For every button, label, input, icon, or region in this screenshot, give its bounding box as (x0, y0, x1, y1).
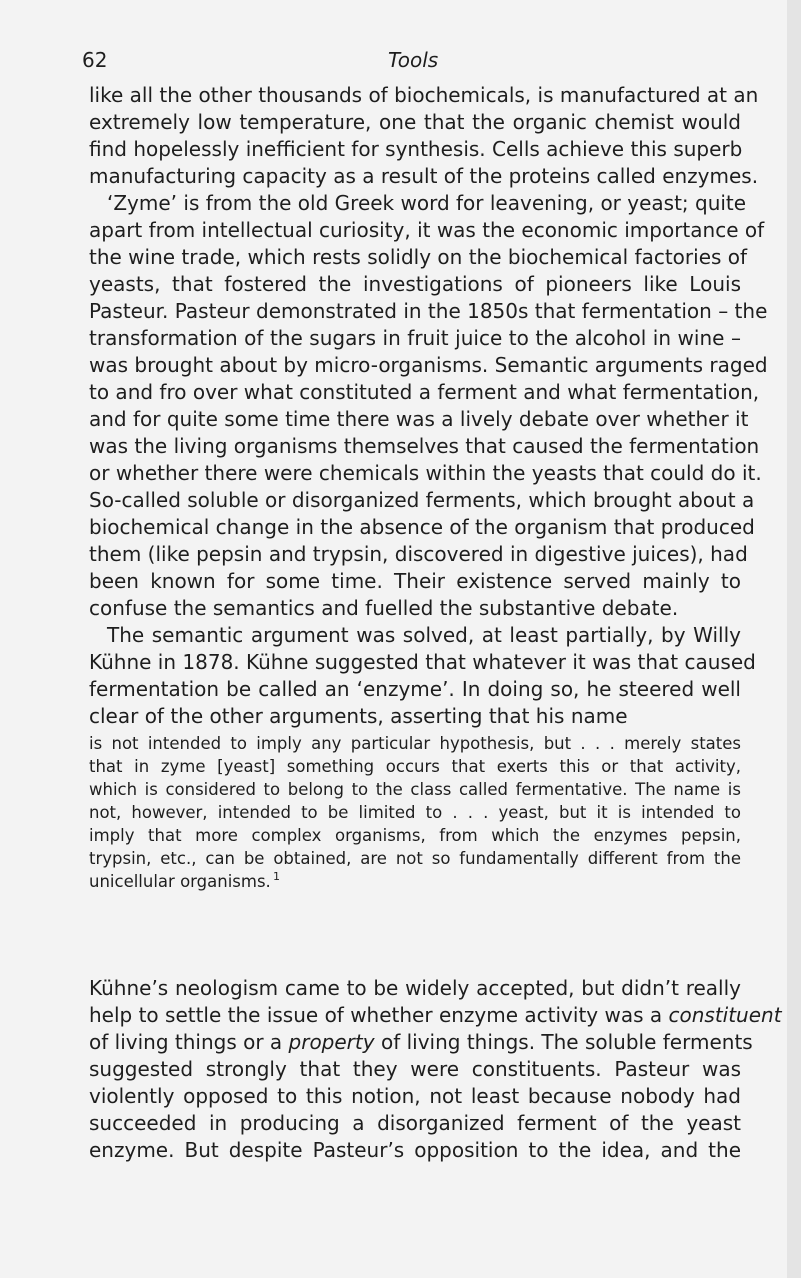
text-line: violently opposed to this notion, not least because nobody had (89, 1084, 741, 1108)
text-line: transformation of the sugars in fruit juice to the alcohol in wine – (89, 326, 741, 350)
block-quote (89, 732, 741, 893)
text-line: been known for some time. Their existence served mainly to (89, 569, 741, 593)
text-line: The semantic argument was solved, at least partially, by Willy (107, 623, 741, 647)
text-line: enzyme. But despite Pasteur’s opposition to the idea, and the (89, 1138, 741, 1162)
running-head: Tools (388, 48, 439, 72)
text-line: extremely low temperature, one that the organic chemist would (89, 110, 741, 134)
text-line: or whether there were chemicals within the yeasts that could do it. (89, 461, 762, 485)
text-line: was the living organisms themselves that caused the fermentation (89, 434, 760, 458)
text-line: yeasts, that fostered the investigations of pioneers like Louis (89, 272, 741, 296)
text-line: manufacturing capacity as a result of the proteins called enzymes. (89, 164, 759, 188)
text-line: them (like pepsin and trypsin, discovered in digestive juices), had (89, 542, 748, 566)
text-line: apart from intellectual curiosity, it was the economic importance of (89, 218, 765, 242)
line-text: of living things or a (89, 1030, 283, 1054)
line-text: of living things. The soluble ferments (380, 1030, 753, 1054)
text-line: Kühne’s neologism came to be widely accepted, but didn’t really (89, 976, 741, 1000)
text-line: suggested strongly that they were constituents. Pasteur was (89, 1057, 741, 1081)
page-header (82, 48, 742, 80)
footnote-marker: 1 (273, 870, 280, 883)
body-text-upper (89, 82, 768, 730)
quote-line-last (89, 870, 741, 893)
text-line: confuse the semantics and fuelled the substantive debate. (89, 596, 679, 620)
page-number: 62 (82, 48, 108, 72)
quote-last-text: unicellular organisms. (89, 872, 271, 891)
quote-line: imply that more complex organisms, from which the enzymes pepsin, (89, 826, 741, 845)
text-line: fermentation be called an ‘enzyme’. In doing so, he steered well (89, 677, 741, 701)
quote-line: that in zyme [yeast] something occurs that exerts this or that activity, (89, 757, 741, 776)
text-line: clear of the other arguments, asserting that his name (89, 704, 628, 728)
text-line-with-emphasis (89, 1029, 753, 1056)
text-line: like all the other thousands of biochemicals, is manufactured at an (89, 83, 759, 107)
text-line: So-called soluble or disorganized ferments, which brought about a (89, 488, 755, 512)
text-line-with-emphasis (89, 1002, 782, 1029)
quote-line: not, however, intended to be limited to . . . yeast, but it is intended to (89, 803, 741, 822)
text-line: the wine trade, which rests solidly on the biochemical factories of (89, 245, 748, 269)
text-line: succeeded in producing a disorganized ferment of the yeast (89, 1111, 741, 1135)
text-line: biochemical change in the absence of the organism that produced (89, 515, 755, 539)
quote-line: is not intended to imply any particular hypothesis, but . . . merely states (89, 734, 741, 753)
line-text: help to settle the issue of whether enzyme activity was a (89, 1003, 663, 1027)
emphasis-property: property (288, 1030, 375, 1054)
body-text-lower (89, 975, 782, 1164)
text-line: Kühne in 1878. Kühne suggested that whatever it was that caused (89, 650, 756, 674)
quote-line: trypsin, etc., can be obtained, are not so fundamentally different from the (89, 849, 741, 868)
quote-line: which is considered to belong to the class called fermentative. The name is (89, 780, 741, 799)
text-line: was brought about by micro-organisms. Semantic arguments raged (89, 353, 768, 377)
page-edge-shadow (787, 0, 801, 1278)
emphasis-constituent: constituent (668, 1003, 782, 1027)
text-line: ‘Zyme’ is from the old Greek word for leavening, or yeast; quite (107, 191, 747, 215)
text-line: Pasteur. Pasteur demonstrated in the 1850s that fermentation – the (89, 299, 768, 323)
text-line: find hopelessly inefficient for synthesis. Cells achieve this superb (89, 137, 743, 161)
text-line: and for quite some time there was a lively debate over whether it (89, 407, 749, 431)
text-line: to and fro over what constituted a ferment and what fermentation, (89, 380, 760, 404)
